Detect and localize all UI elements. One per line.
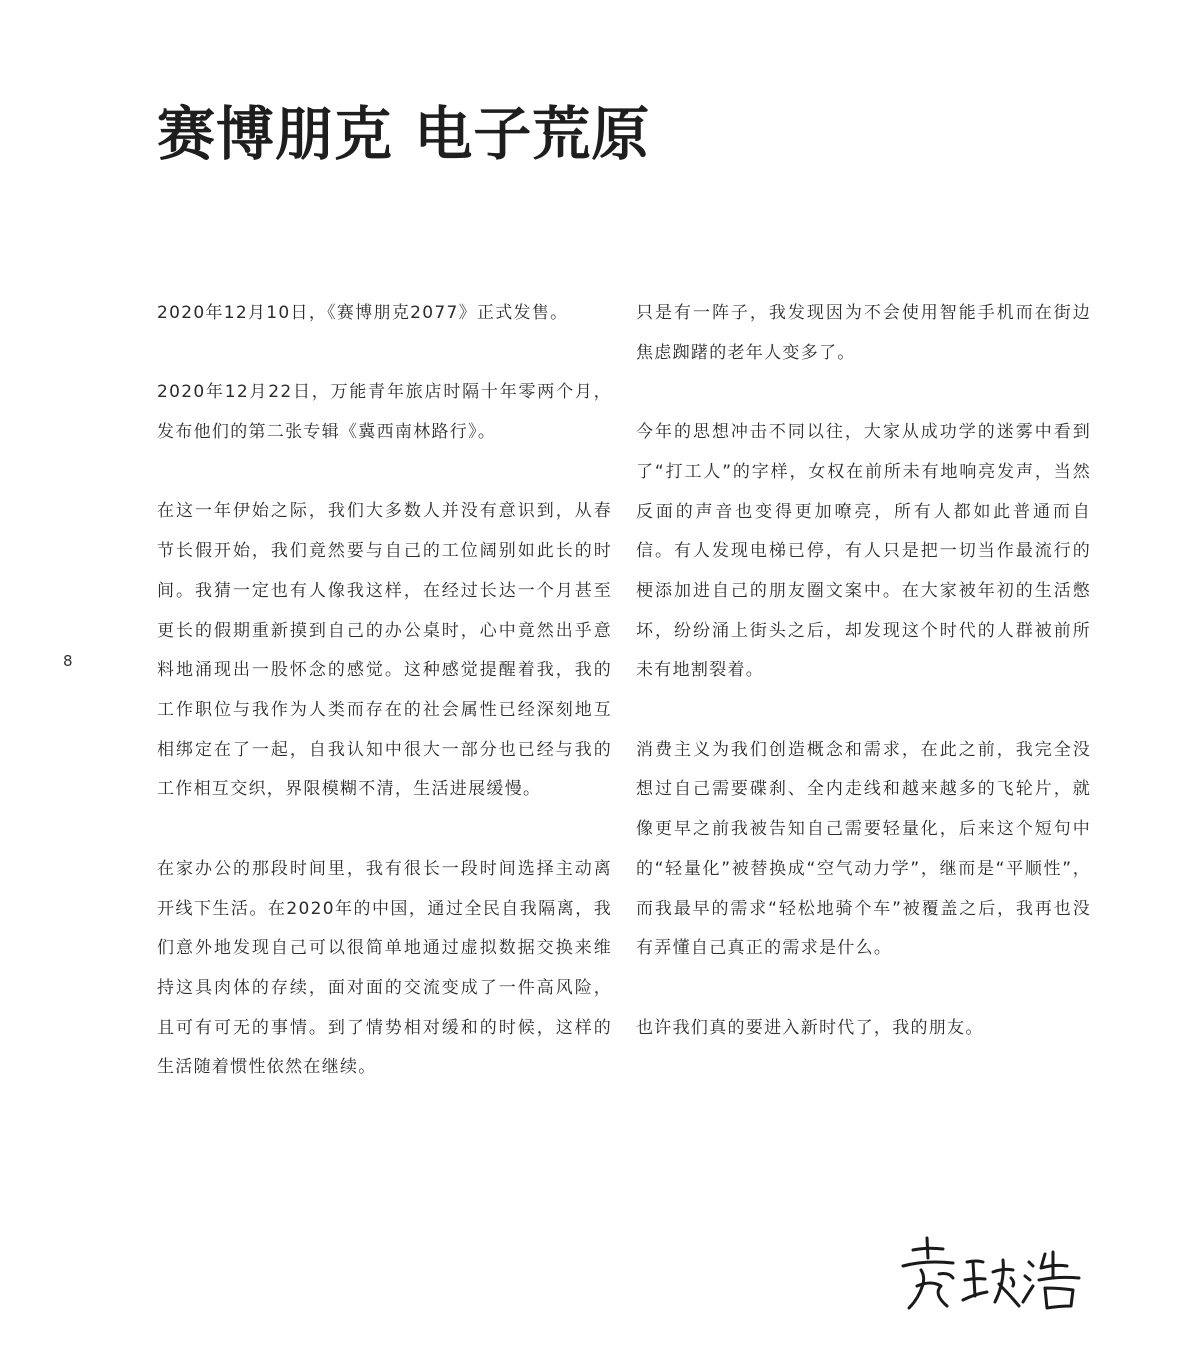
- page-number: 8: [63, 652, 73, 670]
- paragraph: 在这一年伊始之际，我们大多数人并没有意识到，从春节长假开始，我们竟然要与自己的工位阔别如此长的时间。我猜一定也有人像我这样，在经过长达一个月甚至更长的假期重新摸到自己的办公桌时，心中竟然出乎意料地涌现出一股怀念的感觉。这种感觉提醒着我，我的工作职位与我作为人类而存在的社会属性已经深刻地互相绑定在了一起，自我认知中很大一部分也已经与我的工作相互交织，界限模糊不清，生活进展缓慢。: [157, 501, 612, 800]
- paragraph: 2020年12月10日，《赛博朋克2077》正式发售。: [157, 303, 569, 323]
- paragraph: 只是有一阵子，我发现因为不会使用智能手机而在街边焦虑踟躇的老年人变多了。: [636, 303, 1091, 363]
- right-column: [636, 294, 1091, 1088]
- paragraph: 也许我们真的要进入新时代了，我的朋友。: [636, 1017, 984, 1038]
- handwritten-signature: [895, 1232, 1085, 1322]
- left-column: [157, 294, 612, 1128]
- paragraph: 今年的思想冲击不同以往，大家从成功学的迷雾中看到了“打工人”的字样，女权在前所未有地响亮发声，当然反面的声音也变得更加嘹亮，所有人都如此普通而自信。有人发现电梯已停，有人只是把一切当作最流行的梗添加进自己的朋友圈文案中。在大家被年初的生活憋坏，纷纷涌上街头之后，却发现这个时代的人群被前所未有地割裂着。: [636, 422, 1091, 681]
- paragraph: 2020年12月22日，万能青年旅店时隔十年零两个月，发布他们的第二张专辑《冀西南林路行》。: [157, 382, 612, 443]
- paragraph: 在家办公的那段时间里，我有很长一段时间选择主动离开线下生活。在2020年的中国，通过全民自我隔离，我们意外地发现自己可以很简单地通过虚拟数据交换来维持这具肉体的存续，面对面的交流变成了一件高风险，且可有可无的事情。到了情势相对缓和的时候，这样的生活随着惯性依然在继续。: [157, 858, 612, 1078]
- paragraph: 消费主义为我们创造概念和需求，在此之前，我完全没想过自己需要碟刹、全内走线和越来越多的飞轮片，就像更早之前我被告知自己需要轻量化，后来这个短句中的“轻量化”被替换成“空气动力学”，继而是“平顺性”，而我最早的需求“轻松地骑个车”被覆盖之后，我再也没有弄懂自己真正的需求是什么。: [636, 739, 1091, 959]
- page-title: 赛博朋克 电子荒原: [157, 100, 651, 168]
